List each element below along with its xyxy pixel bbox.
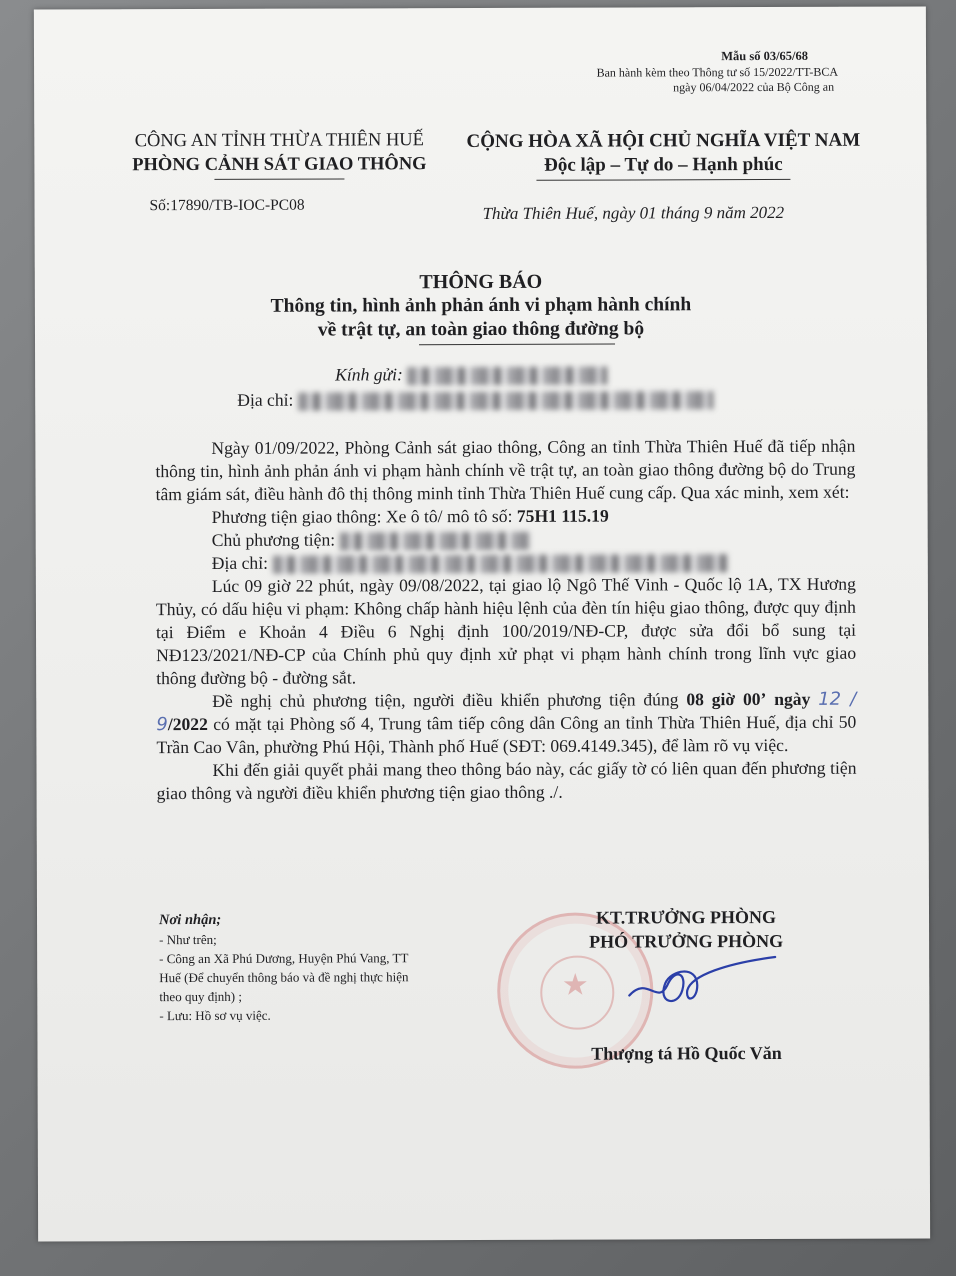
vehicle-line [156, 504, 856, 529]
p3-text-b: có mặt tại Phòng số 4, Trung tâm tiếp công dân Công an tỉnh Thừa Thiên Huế, địa chỉ 50 Trần Cao Vân, phường Phú Hội, Thành phố Huế (SĐT: 069.4149.345), để làm rõ vụ việc. [156, 711, 857, 758]
paragraph-3 [156, 688, 856, 759]
recipient-2c: theo quy định) ; [159, 988, 243, 1005]
national-name: CỘNG HÒA XÃ HỘI CHỦ NGHĨA VIỆT NAM [466, 129, 861, 153]
form-number: Mẫu số 03/65/68 [721, 48, 809, 64]
title-underline [419, 344, 615, 346]
agency-parent: CÔNG AN TỈNH THỪA THIÊN HUẾ [134, 130, 424, 152]
owner-line [156, 527, 856, 552]
paragraph-2: Lúc 09 giờ 22 phút, ngày 09/08/2022, tại giao lộ Ngô Thế Vinh - Quốc lộ 1A, TX Hương Thủy, có dấu hiệu vi phạm: Không chấp hành hiệu lệnh của đèn tín hiệu giao thông, được quy định tại Điểm e Khoản 4 Điều 6 Nghị định 100/2019/NĐ-CP, được sửa đổi bổ sung tại NĐ123/2021/NĐ-CP của Chính phủ quy định xử phạt vi phạm hành chính trong lĩnh vực giao thông đường bộ - đường sắt. [155, 573, 857, 689]
redacted-address [298, 391, 713, 410]
agency-underline [214, 178, 344, 180]
title-sub-1: Thông tin, hình ảnh phản ánh vi phạm hành chính [270, 294, 692, 317]
paragraph-1: Ngày 01/09/2022, Phòng Cảnh sát giao thông, Công an tỉnh Thừa Thiên Huế đã tiếp nhận thông tin, hình ảnh phản ánh vi phạm hành chính về trật tự, an toàn giao thông đường bộ do Trung tâm giám sát, điều hành đô thị thông minh tỉnh Thừa Thiên Huế cung cấp. Qua xác minh, xem xét: [155, 435, 856, 505]
p3-text-a: Đề nghị chủ phương tiện, người điều khiển phương tiện đúng [212, 689, 687, 711]
vehicle-label: Phương tiện giao thông: Xe ô tô/ mô tô số: [211, 505, 517, 527]
issued-line-1: Ban hành kèm theo Thông tư số 15/2022/TT-BCA [596, 64, 839, 80]
title-sub-2: về trật tự, an toàn giao thông đường bộ [317, 318, 645, 341]
paragraph-4: Khi đến giải quyết phải mang theo thông báo này, các giấy tờ có liên quan đến phương tiện giao thông và người điều khiển phương tiện giao thông ./. [156, 757, 857, 804]
owner-address-line [156, 550, 856, 575]
stamp-star-icon: ★ [561, 967, 589, 1003]
redacted-owner [340, 532, 530, 551]
recipient-line [335, 364, 607, 386]
appointment-year: /2022 [167, 713, 208, 735]
recipient-3: - Lưu: Hồ sơ vụ việc. [159, 1007, 271, 1024]
title-main: THÔNG BÁO [419, 270, 543, 294]
handwritten-month: 9 [156, 714, 168, 736]
owner-label: Chủ phương tiện: [211, 529, 336, 550]
redacted-owner-address [272, 554, 727, 574]
agency-name: PHÒNG CẢNH SÁT GIAO THÔNG [132, 154, 427, 176]
appointment-time: 08 giờ 00’ [686, 689, 767, 710]
owner-address-label: Địa chỉ: [211, 552, 269, 573]
signature-icon [627, 955, 777, 1016]
recipients-heading: Nơi nhận; [159, 911, 222, 929]
to-label: Kính gửi: [335, 364, 403, 385]
handwritten-day: 12 [818, 688, 842, 710]
redacted-recipient [407, 367, 607, 386]
signer-title-1: KT.TRƯỞNG PHÒNG [595, 906, 777, 928]
signer-title-2: PHÓ TRƯỞNG PHÒNG [589, 930, 784, 952]
doc-number: Số:17890/TB-IOC-PC08 [149, 196, 305, 215]
recipient-2b: Huế (Để chuyển thông báo và đề nghị thực hiện [159, 969, 409, 986]
recipient-2a: - Công an Xã Phú Dương, Huyện Phú Vang, TT [159, 950, 409, 967]
recipients-block [159, 910, 519, 1025]
document-title [35, 268, 927, 343]
handwritten-sep: / [841, 688, 857, 710]
national-motto: Độc lập – Tự do – Hạnh phúc [544, 153, 783, 176]
national-header [448, 129, 878, 179]
signer-name: Thượng tá Hồ Quốc Văn [591, 1042, 782, 1064]
body-text [155, 435, 856, 805]
document-page [34, 6, 930, 1241]
p3-day-label: ngày [774, 688, 819, 709]
motto-underline [536, 179, 790, 181]
license-plate: 75H1 115.19 [516, 505, 609, 526]
addr-label: Địa chỉ: [237, 389, 294, 410]
recipient-1: - Như trên; [159, 931, 217, 948]
issued-line-2: ngày 06/04/2022 của Bộ Công an [673, 79, 835, 95]
agency-header [104, 128, 454, 177]
recipient-address-line [237, 388, 713, 411]
date-line: Thừa Thiên Huế, ngày 01 tháng 9 năm 2022 [482, 202, 785, 223]
